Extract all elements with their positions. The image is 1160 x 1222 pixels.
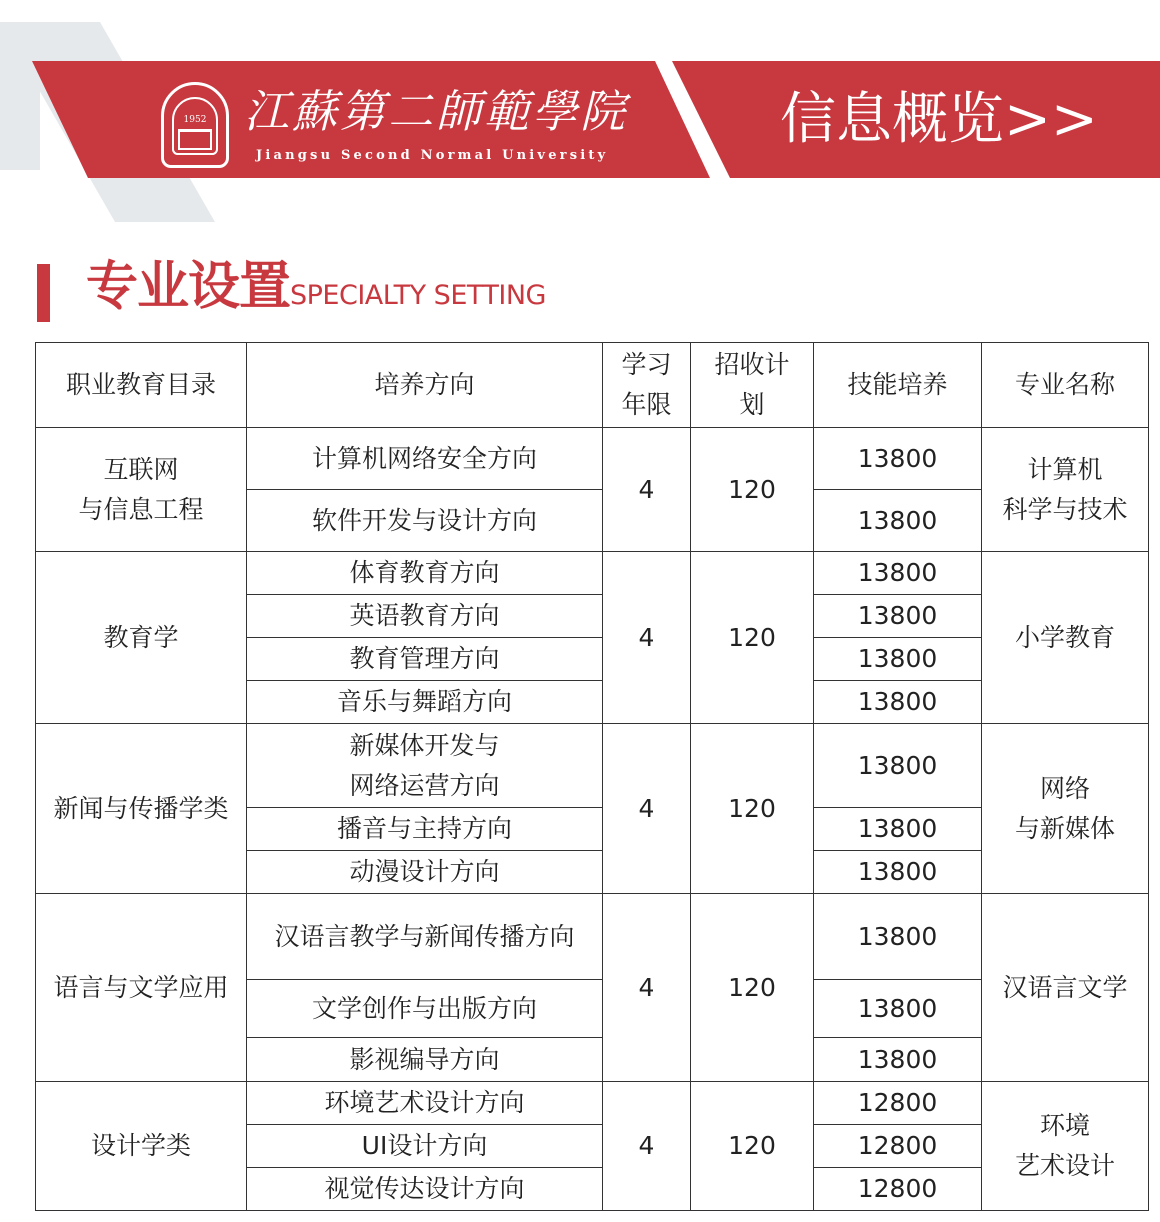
column-header: 职业教育目录	[36, 343, 247, 428]
fee-cell: 13800	[814, 851, 982, 894]
direction-cell: UI设计方向	[247, 1125, 603, 1168]
fee-cell: 13800	[814, 428, 982, 490]
direction-cell: 视觉传达设计方向	[247, 1168, 603, 1211]
direction-cell: 软件开发与设计方向	[247, 490, 603, 552]
plan-cell: 120	[691, 428, 814, 552]
school-name-en: Jiangsu Second Normal University	[256, 148, 609, 163]
banner-title: 信息概览>>	[780, 87, 1098, 152]
plan-cell: 120	[691, 1082, 814, 1211]
major-cell: 小学教育	[982, 552, 1149, 724]
fee-cell: 12800	[814, 1168, 982, 1211]
table-row	[36, 724, 1149, 808]
direction-cell: 体育教育方向	[247, 552, 603, 595]
years-cell: 4	[603, 1082, 691, 1211]
fee-cell: 13800	[814, 808, 982, 851]
category-cell: 设计学类	[36, 1082, 247, 1211]
years-cell: 4	[603, 724, 691, 894]
direction-cell: 音乐与舞蹈方向	[247, 681, 603, 724]
direction-cell: 汉语言教学与新闻传播方向	[247, 894, 603, 980]
fee-cell: 13800	[814, 894, 982, 980]
specialty-table	[35, 342, 1149, 1211]
section-title-en: SPECIALTY SETTING	[290, 280, 546, 311]
plan-cell: 120	[691, 894, 814, 1082]
years-cell: 4	[603, 428, 691, 552]
fee-cell: 13800	[814, 1038, 982, 1082]
fee-cell: 13800	[814, 595, 982, 638]
category-cell: 新闻与传播学类	[36, 724, 247, 894]
column-header: 学习 年限	[603, 343, 691, 428]
fee-cell: 13800	[814, 638, 982, 681]
direction-cell: 文学创作与出版方向	[247, 980, 603, 1038]
school-name-cn: 江蘇第二師範學院	[244, 85, 629, 138]
major-cell: 汉语言文学	[982, 894, 1149, 1082]
column-header: 招收计 划	[691, 343, 814, 428]
major-cell: 环境 艺术设计	[982, 1082, 1149, 1211]
fee-cell: 12800	[814, 1125, 982, 1168]
years-cell: 4	[603, 894, 691, 1082]
direction-cell: 新媒体开发与 网络运营方向	[247, 724, 603, 808]
table-row	[36, 894, 1149, 980]
fee-cell: 13800	[814, 724, 982, 808]
fee-cell: 12800	[814, 1082, 982, 1125]
section-accent-bar	[37, 264, 50, 322]
category-cell: 教育学	[36, 552, 247, 724]
direction-cell: 动漫设计方向	[247, 851, 603, 894]
category-cell: 互联网 与信息工程	[36, 428, 247, 552]
plan-cell: 120	[691, 724, 814, 894]
fee-cell: 13800	[814, 552, 982, 595]
section-title-cn: 专业设置	[86, 257, 291, 317]
fee-cell: 13800	[814, 681, 982, 724]
major-cell: 计算机 科学与技术	[982, 428, 1149, 552]
table-header-row	[36, 343, 1149, 428]
direction-cell: 影视编导方向	[247, 1038, 603, 1082]
plan-cell: 120	[691, 552, 814, 724]
direction-cell: 播音与主持方向	[247, 808, 603, 851]
table-row	[36, 552, 1149, 595]
table-row	[36, 1082, 1149, 1125]
logo-year: 1952	[183, 115, 207, 125]
table-row	[36, 428, 1149, 490]
section-title	[86, 255, 546, 328]
direction-cell: 计算机网络安全方向	[247, 428, 603, 490]
column-header: 专业名称	[982, 343, 1149, 428]
fee-cell: 13800	[814, 980, 982, 1038]
fee-cell: 13800	[814, 490, 982, 552]
direction-cell: 环境艺术设计方向	[247, 1082, 603, 1125]
major-cell: 网络 与新媒体	[982, 724, 1149, 894]
university-logo-seal	[161, 82, 229, 168]
column-header: 技能培养	[814, 343, 982, 428]
category-cell: 语言与文学应用	[36, 894, 247, 1082]
direction-cell: 教育管理方向	[247, 638, 603, 681]
column-header: 培养方向	[247, 343, 603, 428]
direction-cell: 英语教育方向	[247, 595, 603, 638]
years-cell: 4	[603, 552, 691, 724]
